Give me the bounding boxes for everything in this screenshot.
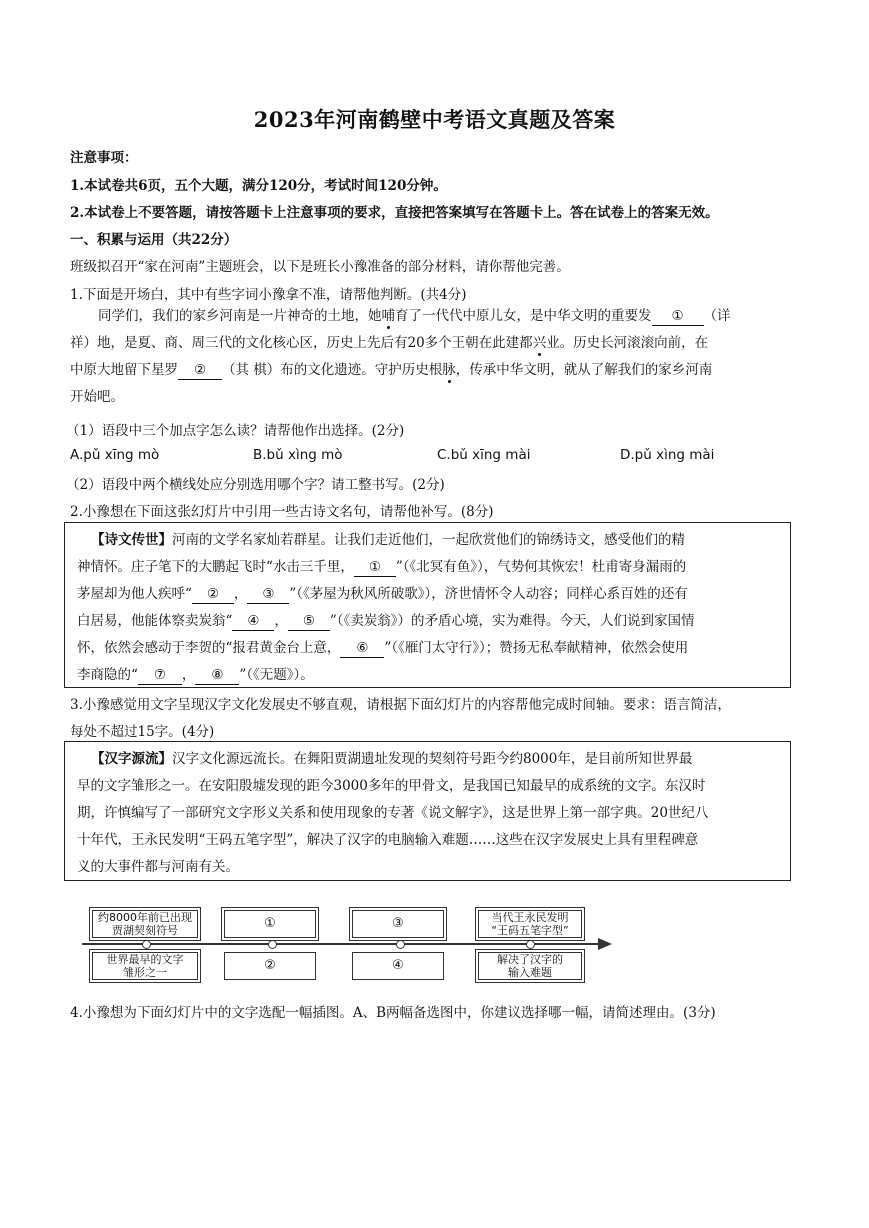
q2-text-14: ”（《无题》）。 bbox=[239, 667, 314, 683]
q2-text-11: ”（《雁门太守行》）；赞扬无私奉献精神，依然会使用 bbox=[384, 640, 689, 656]
notice-item-2: 2.本试卷上不要答题，请按答题卡上注意事项的要求，直接把答案填写在答题卡上。答在试卷上的答案无效。 bbox=[70, 205, 719, 221]
q1-sub-2: （2）语段中两个横线处应分别选用哪个字？请工整书写。(2分) bbox=[66, 477, 445, 493]
timeline-top-1-line1: 约8000年前已出现 bbox=[98, 911, 192, 924]
q1-text-c: （详 bbox=[703, 308, 731, 324]
q1-stem: 1.下面是开场白，其中有些字词小豫拿不准，请帮他判断。(共4分) bbox=[70, 287, 467, 303]
notice-item-1: 1.本试卷共6页，五个大题，满分120分，考试时间120分钟。 bbox=[70, 178, 447, 194]
q2-blank-2: ② bbox=[192, 585, 234, 604]
q1-dotted-char-2: 兴 bbox=[532, 335, 547, 351]
q2-blank-4: ④ bbox=[232, 612, 274, 631]
q2-blank-5: ⑤ bbox=[288, 612, 330, 631]
section-heading: 一、积累与运用（共22分） bbox=[70, 232, 238, 248]
q2-text-9: ”（《卖炭翁》）的矛盾心境，实为难得。今天，人们说到家国情 bbox=[329, 613, 695, 629]
q1-text-h: ，传承中华文明，就从了解我们的家乡河南 bbox=[455, 362, 713, 378]
q2-text-3: ”（《北冥有鱼》），气势何其恢宏！杜甫寄身漏雨的 bbox=[395, 559, 687, 575]
timeline-top-2: ① bbox=[224, 910, 316, 938]
timeline-top-4-line1: 当代王永民发明 bbox=[491, 911, 569, 924]
q3-text-5: 义的大事件都与河南有关。 bbox=[77, 859, 239, 875]
q2-slide-box bbox=[64, 522, 791, 688]
q2-blank-3: ③ bbox=[247, 585, 289, 604]
q1-option-d: D.pǔ xìng mài bbox=[620, 447, 715, 463]
section-intro: 班级拟召开“家在河南”主题班会，以下是班长小豫准备的部分材料，请你帮他完善。 bbox=[70, 259, 570, 275]
q1-text-d: 祥）地，是夏、商、周三代的文化核心区，历史上先后有20多个王朝在此建都 bbox=[70, 335, 533, 351]
timeline-top-4 bbox=[478, 910, 582, 938]
q1-text-g: （其 棋）布的文化遗迹。守护历史根 bbox=[222, 362, 443, 378]
timeline-bottom-2: ② bbox=[224, 952, 316, 980]
q2-text-10: 怀，依然会感动于李贺的“报君黄金台上意， bbox=[77, 640, 341, 656]
timeline-node-3 bbox=[396, 940, 405, 949]
q1-option-b: B.bǔ xìng mò bbox=[253, 447, 343, 463]
q2-blank-8: ⑧ bbox=[195, 666, 239, 685]
timeline-node-1 bbox=[142, 940, 151, 949]
timeline-top-3: ③ bbox=[352, 910, 444, 938]
timeline-bottom-4-line1: 解决了汉字的 bbox=[497, 953, 563, 966]
q2-blank-1: ① bbox=[354, 558, 396, 577]
q3-text-3: 期，许慎编写了一部研究文字形义关系和使用现象的专著《说文解字》，这是世界上第一部字典。20世纪八 bbox=[77, 805, 709, 821]
timeline-bottom-1 bbox=[92, 952, 198, 980]
timeline-node-4 bbox=[526, 940, 535, 949]
q3-stem-1: 3.小豫感觉用文字呈现汉字文化发展史不够直观，请根据下面幻灯片的内容帮他完成时间轴。要求：语言简洁， bbox=[70, 697, 731, 713]
q1-option-c: C.bǔ xīng mài bbox=[437, 447, 531, 463]
q2-text-8: ， bbox=[274, 613, 288, 629]
q3-slide-box bbox=[64, 741, 791, 881]
q1-text-e: 业。历史长河滚滚向前，在 bbox=[546, 335, 709, 351]
q2-tag: 【诗文传世】 bbox=[91, 532, 172, 548]
q2-blank-7: ⑦ bbox=[138, 666, 182, 685]
q1-dotted-char-3: 脉 bbox=[442, 362, 456, 378]
q1-blank-2: ② bbox=[178, 361, 222, 380]
timeline-bottom-4-line2: 输入难题 bbox=[508, 966, 552, 979]
q2-text-4: 茅屋却为他人疾呼“ bbox=[77, 586, 192, 602]
q1-text-i: 开始吧。 bbox=[70, 389, 124, 405]
q3-tag: 【汉字源流】 bbox=[91, 751, 172, 767]
q2-text-5: ， bbox=[233, 586, 248, 602]
q3-text-1: 汉字文化源远流长。在舞阳贾湖遗址发现的契刻符号距今约8000年，是目前所知世界最 bbox=[172, 751, 693, 767]
page-title: 2023年河南鹤壁中考语文真题及答案 bbox=[253, 107, 616, 132]
q2-text-6: ”（《茅屋为秋风所破歌》），济世情怀令人动容；同样心系百姓的还有 bbox=[289, 586, 688, 602]
timeline-bottom-1-line2: 雏形之一 bbox=[123, 966, 167, 979]
q1-passage bbox=[70, 303, 802, 411]
q1-blank-1: ① bbox=[652, 307, 704, 326]
q1-sub-1: （1）语段中三个加点字怎么读？请帮他作出选择。(2分) bbox=[66, 423, 405, 439]
q2-text-12: 李商隐的“ bbox=[77, 667, 138, 683]
q1-options bbox=[70, 447, 810, 467]
q4-stem: 4.小豫想为下面幻灯片中的文字选配一幅插图。A、B两幅备选图中，你建议选择哪一幅，请简述理由。(3分) bbox=[70, 1005, 716, 1021]
q1-option-a: A.pǔ xīng mò bbox=[70, 447, 160, 463]
timeline-arrow bbox=[598, 938, 612, 950]
q2-stem: 2.小豫想在下面这张幻灯片中引用一些古诗文名句，请帮他补写。(8分) bbox=[70, 504, 494, 520]
q2-text-2: 神情怀。庄子笔下的大鹏起飞时“水击三千里， bbox=[77, 559, 354, 575]
q2-text-7: 白居易，他能体察卖炭翁“ bbox=[77, 613, 233, 629]
timeline-bottom-3: ④ bbox=[352, 952, 444, 980]
q3-text-2: 早的文字雏形之一。在安阳殷墟发现的距今3000多年的甲骨文，是我国已知最早的成系统的文字。东汉时 bbox=[77, 778, 706, 794]
timeline-axis bbox=[82, 943, 602, 945]
q1-text-f: 中原大地留下星罗 bbox=[70, 362, 178, 378]
q1-dotted-char-1: 哺 bbox=[381, 308, 395, 324]
q3-stem-2: 每处不超过15字。(4分) bbox=[70, 724, 215, 740]
q2-blank-6: ⑥ bbox=[340, 639, 384, 658]
timeline-bottom-1-line1: 世界最早的文字 bbox=[106, 953, 184, 966]
q2-text-1: 河南的文学名家灿若群星。让我们走近他们，一起欣赏他们的锦绣诗文，感受他们的精 bbox=[172, 532, 685, 548]
q1-text-a: 同学们，我们的家乡河南是一片神奇的土地，她 bbox=[98, 308, 382, 324]
q2-text-13: ， bbox=[181, 667, 196, 683]
timeline bbox=[78, 900, 618, 988]
notice-heading: 注意事项： bbox=[70, 150, 138, 166]
timeline-node-2 bbox=[268, 940, 277, 949]
timeline-top-1 bbox=[92, 910, 198, 938]
timeline-top-4-line2: “王码五笔字型” bbox=[491, 924, 569, 937]
q3-text-4: 十年代，王永民发明“王码五笔字型”，解决了汉字的电脑输入难题……这些在汉字发展史上具有里程碑意 bbox=[77, 832, 699, 848]
timeline-bottom-4 bbox=[478, 952, 582, 980]
q1-text-b: 育了一代代中原儿女，是中华文明的重要发 bbox=[395, 308, 652, 324]
timeline-top-1-line2: 贾湖契刻符号 bbox=[112, 924, 178, 937]
